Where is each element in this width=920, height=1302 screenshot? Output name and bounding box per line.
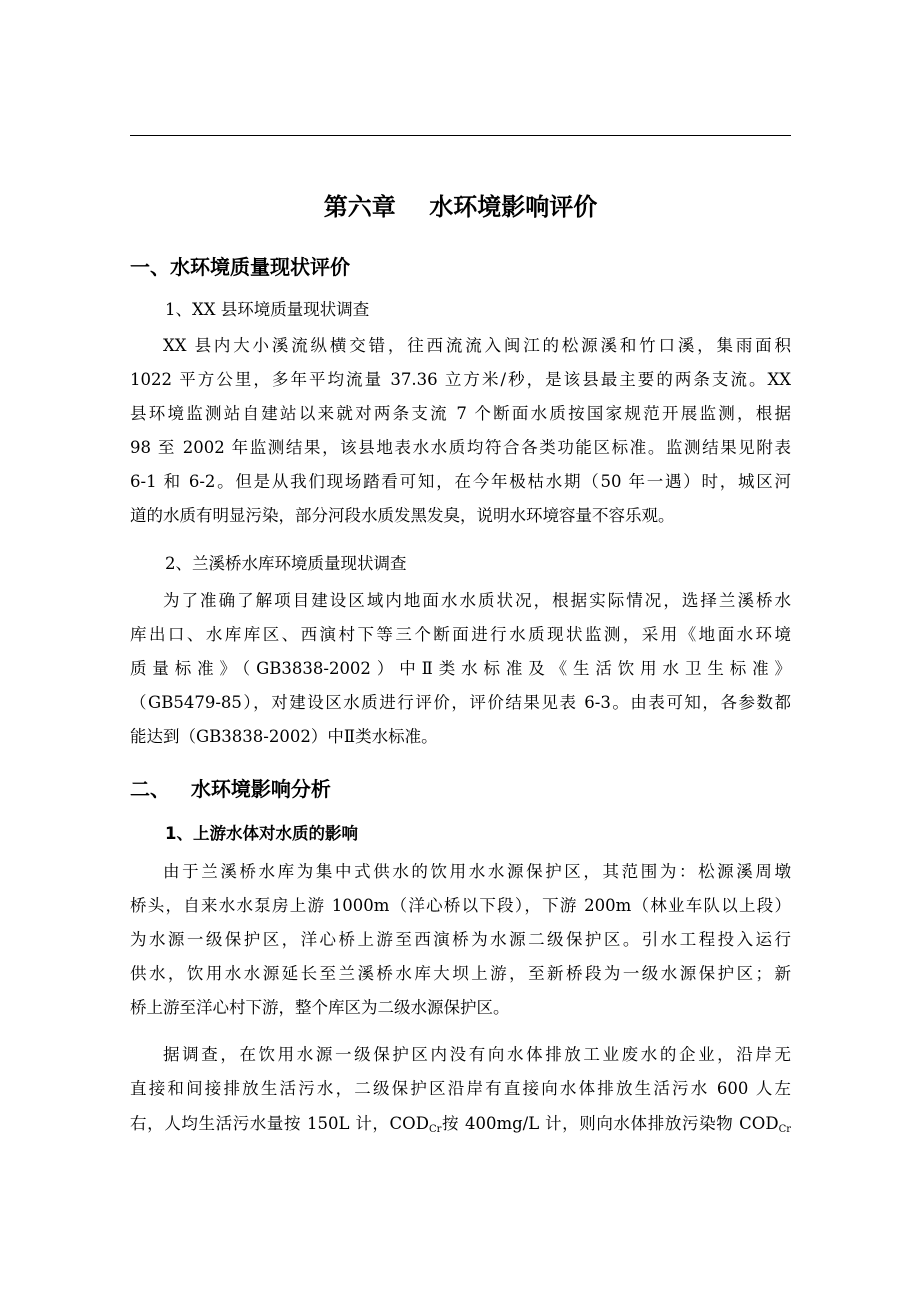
text-line: 据调查，在饮用水源一级保护区内没有向水体排放工业废水的企业，沿岸无 [163, 1045, 791, 1064]
text-line: 供水，饮用水水源延长至兰溪桥水库大坝上游，至新桥段为一级水源保护区；新 [130, 964, 791, 983]
text-line: 6-1 和 6-2。但是从我们现场踏看可知，在今年极枯水期（50 年一遇）时，城区河 [130, 472, 791, 491]
text-line: 桥头，自来水水泵房上游 1000m（洋心桥以下段），下游 200m（林业车队以上段） [130, 896, 791, 915]
subscript-cr: Cr [778, 1124, 791, 1135]
text-line: 直接和间接排放生活污水，二级保护区沿岸有直接向水体排放生活污水 600 人左 [130, 1079, 791, 1098]
text-line: 道的水质有明显污染，部分河段水质发黑发臭，说明水环境容量不容乐观。 [130, 506, 675, 525]
text-line: （GB5479-85），对建设区水质进行评价，评价结果见表 6-3。由表可知，各参数都 [130, 693, 791, 712]
section-heading-1: 一、水环境质量现状评价 [130, 255, 350, 279]
subsection-heading-1-2: 2、兰溪桥水库环境质量现状调查 [165, 554, 407, 573]
text-line: 县环境监测站自建站以来就对两条支流 7 个断面水质按国家规范开展监测，根据 [130, 404, 791, 423]
text-line: 由于兰溪桥水库为集中式供水的饮用水水源保护区，其范围为：松源溪周墩 [163, 862, 791, 881]
header-rule [130, 135, 791, 136]
subscript-cr: Cr [428, 1124, 442, 1135]
text-line: 库出口、水库库区、西演村下等三个断面进行水质现状监测，采用《地面水环境 [130, 625, 791, 644]
text-line-with-subscript [130, 1106, 791, 1140]
subsection-heading-2-1: 1、上游水体对水质的影响 [165, 824, 358, 843]
text-segment: 按 400mg/L 计，则向水体排放污染物 COD [441, 1114, 779, 1133]
paragraph-reservoir-survey [130, 584, 791, 754]
text-line: 为水源一级保护区，洋心桥上游至西演桥为水源二级保护区。引水工程投入运行 [130, 930, 791, 949]
text-segment: 右，人均生活污水量按 150L 计，COD [130, 1114, 429, 1133]
text-line: 桥上游至洋心村下游，整个库区为二级水源保护区。 [130, 998, 510, 1017]
text-line: 能达到（GB3838-2002）中Ⅱ类水标准。 [130, 727, 438, 746]
paragraph-county-survey [130, 329, 791, 533]
text-line: 98 至 2002 年监测结果，该县地表水水质均符合各类功能区标准。监测结果见附表 [130, 438, 791, 457]
chapter-title: 第六章 水环境影响评价 [323, 193, 598, 221]
subsection-heading-1-1: 1、XX 县环境质量现状调查 [165, 300, 370, 319]
text-line: 质量标准》（GB3838-2002）中Ⅱ类水标准及《生活饮用水卫生标准》 [130, 659, 791, 678]
text-line: 为了准确了解项目建设区域内地面水水质状况，根据实际情况，选择兰溪桥水 [163, 591, 791, 610]
section-heading-2: 二、 水环境影响分析 [130, 777, 331, 801]
paragraph-survey-findings [130, 1038, 791, 1140]
text-line: XX 县内大小溪流纵横交错，往西流流入闽江的松源溪和竹口溪，集雨面积 [163, 336, 791, 355]
text-line: 1022 平方公里，多年平均流量 37.36 立方米/秒，是该县最主要的两条支流。XX [130, 370, 791, 389]
paragraph-protection-zone [130, 855, 791, 1025]
